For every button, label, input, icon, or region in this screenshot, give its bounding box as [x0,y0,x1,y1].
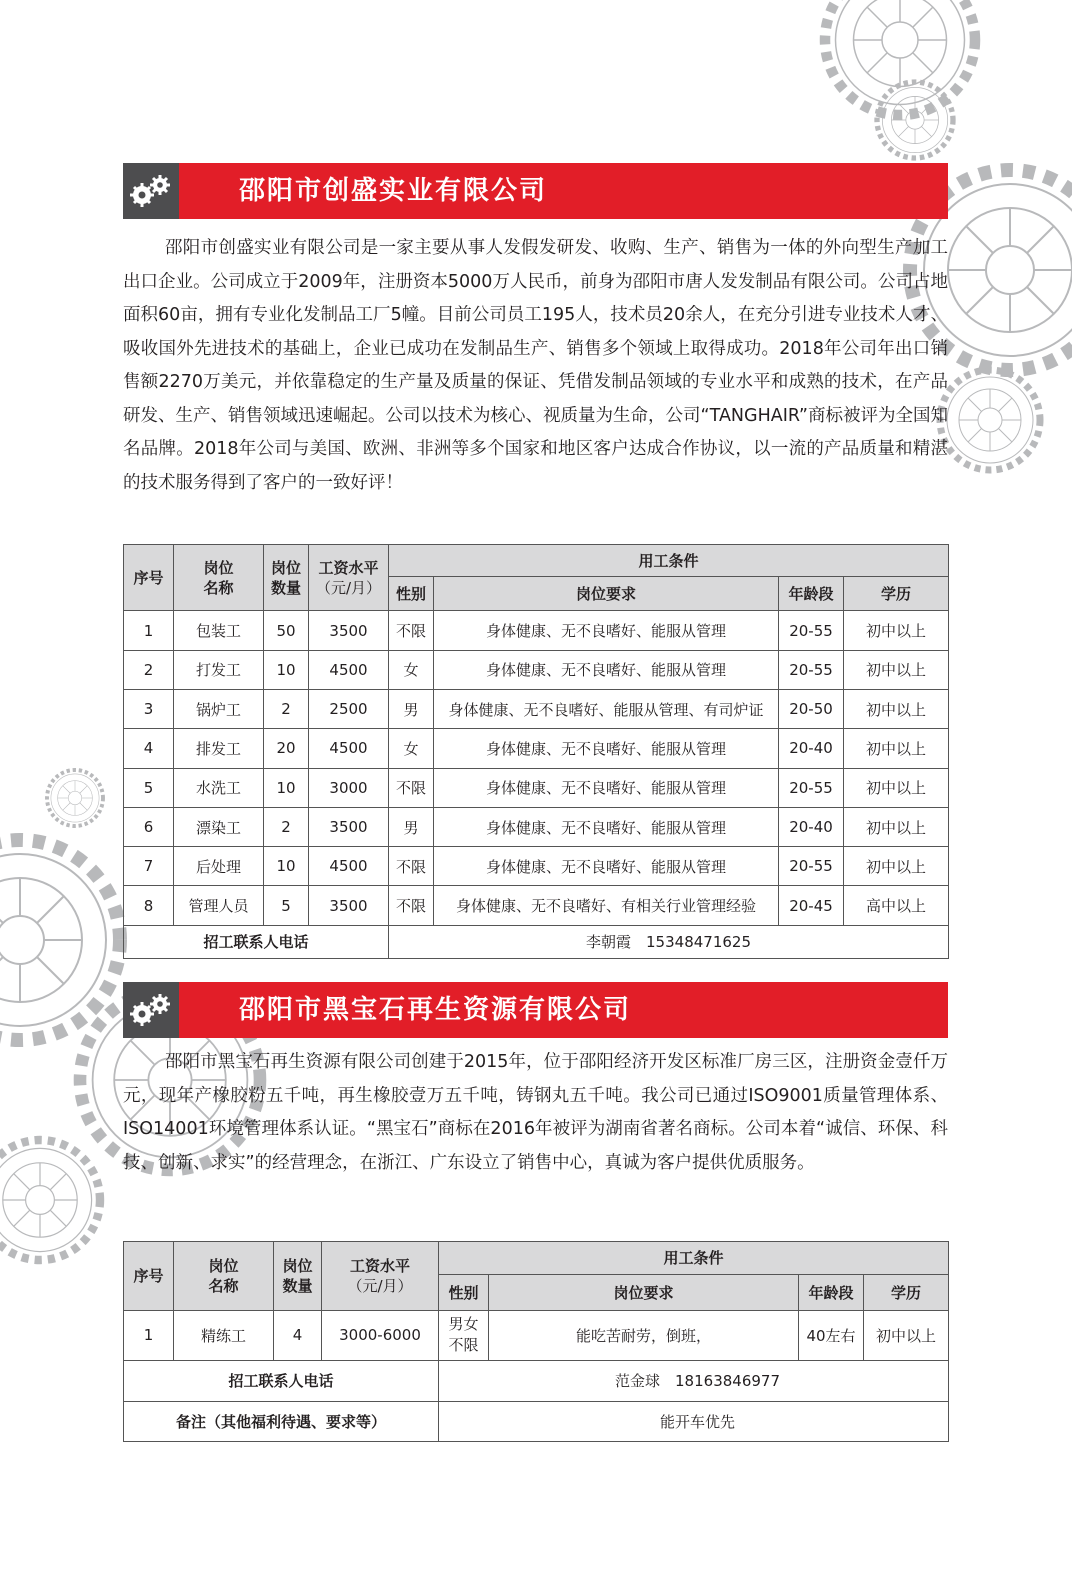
cell-no: 5 [124,768,174,807]
cell-gender: 女 [389,650,434,689]
cell-age: 20-55 [779,650,844,689]
cell-gender: 不限 [389,847,434,886]
contact-label: 招工联系人电话 [124,1361,439,1401]
cell-no: 1 [124,611,174,650]
cell-count: 5 [264,886,309,925]
cell-no: 3 [124,690,174,729]
table-row [124,690,949,729]
cell-position: 包装工 [174,611,264,650]
contact-value: 范金球 18163846977 [439,1361,949,1401]
header-requirements: 岗位要求 [434,577,779,611]
header-position: 岗位 名称 [174,1242,274,1311]
cell-education: 初中以上 [844,807,949,846]
table-row [124,1310,949,1361]
header-salary: 工资水平 （元/月） [322,1242,439,1311]
cell-age: 20-40 [779,729,844,768]
cell-requirements: 身体健康、无不良嗜好、有相关行业管理经验 [434,886,779,925]
cell-salary: 3500 [309,611,389,650]
company-1-banner [123,163,948,219]
header-no: 序号 [124,545,174,611]
cell-no: 8 [124,886,174,925]
cell-salary: 2500 [309,690,389,729]
contact-row [124,1361,949,1401]
cell-age: 20-50 [779,690,844,729]
contact-label: 招工联系人电话 [124,925,389,958]
header-age: 年龄段 [799,1275,864,1310]
cell-count: 2 [264,807,309,846]
cell-age: 20-55 [779,768,844,807]
table-row [124,611,949,650]
company-2-job-table [123,1241,949,1442]
cell-position: 漂染工 [174,807,264,846]
cell-age: 20-55 [779,847,844,886]
cell-no: 4 [124,729,174,768]
header-age: 年龄段 [779,577,844,611]
header-education: 学历 [844,577,949,611]
cell-gender: 男女 不限 [439,1310,489,1361]
cell-requirements: 身体健康、无不良嗜好、能服从管理 [434,611,779,650]
company-2-intro: 邵阳市黑宝石再生资源有限公司创建于2015年，位于邵阳经济开发区标准厂房三区，注册资金壹仟万元，现年产橡胶粉五千吨，再生橡胶壹万五千吨，铸钢丸五千吨。我公司已通过ISO9001质量管理体系、ISO14001环境管理体系认证。“黑宝石”商标在2016年被评为湖南省著名商标。公司本着“诚信、环保、科技、创新、求实”的经营理念，在浙江、广东设立了销售中心，真诚为客户提供优质服务。 [123,1052,948,1173]
cell-salary: 3500 [309,807,389,846]
cell-position: 精练工 [174,1310,274,1361]
cell-position: 锅炉工 [174,690,264,729]
header-gender: 性别 [389,577,434,611]
header-conditions: 用工条件 [389,545,949,577]
note-label: 备注（其他福利待遇、要求等） [124,1401,439,1441]
company-2-banner [123,982,948,1038]
cell-count: 2 [264,690,309,729]
note-value: 能开车优先 [439,1401,949,1441]
contact-value: 李朝霞 15348471625 [389,925,949,958]
cell-salary: 3000 [309,768,389,807]
cell-gender: 不限 [389,886,434,925]
cell-salary: 4500 [309,847,389,886]
table-row [124,807,949,846]
note-row [124,1401,949,1441]
cell-education: 初中以上 [844,650,949,689]
cell-salary: 4500 [309,729,389,768]
gear-badge-icon [123,982,179,1038]
cell-count: 10 [264,768,309,807]
cell-count: 50 [264,611,309,650]
table-row [124,768,949,807]
cell-position: 管理人员 [174,886,264,925]
cell-education: 高中以上 [844,886,949,925]
cell-education: 初中以上 [844,847,949,886]
cell-requirements: 身体健康、无不良嗜好、能服从管理、有司炉证 [434,690,779,729]
cell-requirements: 身体健康、无不良嗜好、能服从管理 [434,650,779,689]
cell-requirements: 身体健康、无不良嗜好、能服从管理 [434,729,779,768]
cell-salary: 3000-6000 [322,1310,439,1361]
cell-gender: 不限 [389,611,434,650]
cell-count: 20 [264,729,309,768]
header-count: 岗位 数量 [274,1242,322,1311]
table-row [124,729,949,768]
company-1-intro: 邵阳市创盛实业有限公司是一家主要从事人发假发研发、收购、生产、销售为一体的外向型生产加工出口企业。公司成立于2009年，注册资本5000万人民币，前身为邵阳市唐人发发制品有限公司。公司占地面积60亩，拥有专业化发制品工厂5幢。目前公司员工195人，技术员20余人，在充分引进专业技术人才、吸收国外先进技术的基础上，企业已成功在发制品生产、销售多个领域上取得成功。2018年公司年出口销售额2270万美元，并依靠稳定的生产量及质量的保证、凭借发制品领域的专业水平和成熟的技术，在产品研发、生产、销售领域迅速崛起。公司以技术为核心、视质量为生命，公司“TANGHAIR”商标被评为全国知名品牌。2018年公司与美国、欧洲、非洲等多个国家和地区客户达成合作协议，以一流的产品质量和精湛的技术服务得到了客户的一致好评！ [123,238,948,493]
cell-education: 初中以上 [844,611,949,650]
cell-requirements: 身体健康、无不良嗜好、能服从管理 [434,847,779,886]
cell-education: 初中以上 [844,729,949,768]
cell-requirements: 能吃苦耐劳，倒班， [489,1310,799,1361]
cell-position: 打发工 [174,650,264,689]
cell-no: 1 [124,1310,174,1361]
header-gender: 性别 [439,1275,489,1310]
cell-age: 20-55 [779,611,844,650]
header-salary: 工资水平 （元/月） [309,545,389,611]
gear-badge-icon [123,163,179,219]
table-row [124,650,949,689]
cell-requirements: 身体健康、无不良嗜好、能服从管理 [434,768,779,807]
cell-count: 10 [264,650,309,689]
header-requirements: 岗位要求 [489,1275,799,1310]
cell-no: 7 [124,847,174,886]
header-count: 岗位 数量 [264,545,309,611]
cell-position: 后处理 [174,847,264,886]
header-conditions: 用工条件 [439,1242,949,1275]
header-position: 岗位 名称 [174,545,264,611]
cell-salary: 3500 [309,886,389,925]
cell-education: 初中以上 [864,1310,949,1361]
contact-row [124,925,949,958]
cell-salary: 4500 [309,650,389,689]
table-row [124,847,949,886]
cell-education: 初中以上 [844,768,949,807]
cell-no: 6 [124,807,174,846]
company-1-title: 邵阳市创盛实业有限公司 [239,176,548,206]
cell-no: 2 [124,650,174,689]
cell-gender: 不限 [389,768,434,807]
cell-age: 20-40 [779,807,844,846]
table-row [124,886,949,925]
cell-position: 水洗工 [174,768,264,807]
company-1-job-table [123,544,949,959]
header-no: 序号 [124,1242,174,1311]
cell-gender: 女 [389,729,434,768]
cell-education: 初中以上 [844,690,949,729]
cell-position: 排发工 [174,729,264,768]
header-education: 学历 [864,1275,949,1310]
cell-count: 10 [264,847,309,886]
cell-count: 4 [274,1310,322,1361]
cell-age: 20-45 [779,886,844,925]
cell-gender: 男 [389,690,434,729]
cell-gender: 男 [389,807,434,846]
cell-age: 40左右 [799,1310,864,1361]
company-2-title: 邵阳市黑宝石再生资源有限公司 [239,995,632,1025]
cell-requirements: 身体健康、无不良嗜好、能服从管理 [434,807,779,846]
